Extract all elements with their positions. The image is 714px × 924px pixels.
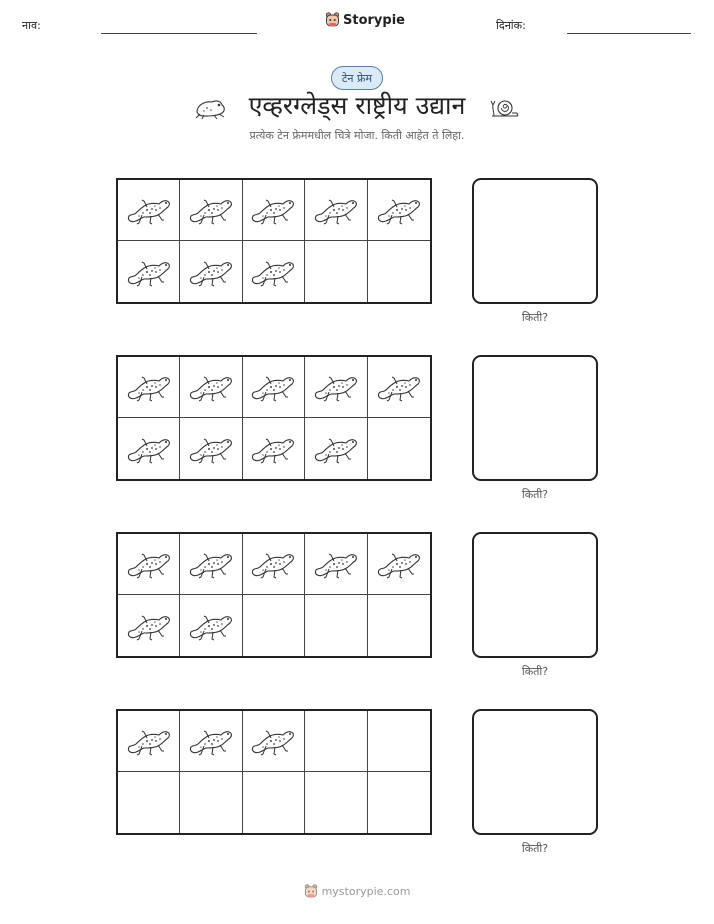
lizard-icon: [249, 721, 297, 761]
ten-frame-cell: [180, 180, 242, 241]
lizard-icon: [312, 544, 360, 584]
ten-frame-cell: [243, 711, 305, 772]
ten-frame-3: [116, 532, 432, 658]
page-title: एव्हरग्लेड्स राष्ट्रीय उद्यान: [248, 91, 466, 120]
answer-box-4[interactable]: [472, 709, 598, 835]
lizard-icon: [312, 429, 360, 469]
ten-frame-cell: [180, 772, 242, 833]
name-line[interactable]: [101, 33, 257, 34]
lizard-icon: [125, 429, 173, 469]
answer-label-2: किती?: [521, 488, 549, 501]
ten-frame-cell: [180, 595, 242, 656]
ten-frame-cell: [305, 180, 367, 241]
ten-frame-cell: [180, 534, 242, 595]
lizard-icon: [187, 367, 235, 407]
lizard-icon: [249, 544, 297, 584]
ten-frame-cell: [305, 357, 367, 418]
lizard-icon: [125, 544, 173, 584]
ten-frame-cell: [368, 772, 430, 833]
category-badge: टेन फ्रेम: [331, 66, 383, 90]
lizard-icon: [187, 190, 235, 230]
footer-url: mystorypie.com: [321, 885, 411, 898]
lizard-icon: [249, 429, 297, 469]
ten-frame-cell: [305, 772, 367, 833]
footer: [0, 884, 714, 899]
answer-box-1[interactable]: [472, 178, 598, 304]
ten-frame-cell: [118, 418, 180, 479]
ten-frame-cell: [180, 711, 242, 772]
answer-label-4: किती?: [521, 842, 549, 855]
answer-box-3[interactable]: [472, 532, 598, 658]
ten-frame-cell: [243, 595, 305, 656]
lizard-icon: [312, 190, 360, 230]
lizard-icon: [312, 367, 360, 407]
lizard-icon: [375, 367, 423, 407]
ten-frame-cell: [243, 418, 305, 479]
ten-frame-cell: [243, 534, 305, 595]
ten-frame-1: [116, 178, 432, 304]
instruction-text: प्रत्येक टेन फ्रेममधील चित्रे मोजा. किती आहेत ते लिहा.: [249, 129, 465, 142]
ten-frame-cell: [368, 180, 430, 241]
lizard-icon: [125, 190, 173, 230]
lizard-icon: [249, 190, 297, 230]
ten-frame-cell: [180, 241, 242, 302]
ten-frame-cell: [118, 534, 180, 595]
answer-label-3: किती?: [521, 665, 549, 678]
date-label: दिनांक:: [496, 19, 526, 32]
lizard-icon: [187, 544, 235, 584]
lizard-icon: [125, 606, 173, 646]
ten-frame-2: [116, 355, 432, 481]
ten-frame-cell: [118, 357, 180, 418]
snail-icon: [490, 96, 520, 120]
ten-frame-cell: [368, 418, 430, 479]
ten-frame-cell: [305, 534, 367, 595]
ten-frame-cell: [180, 357, 242, 418]
answer-box-2[interactable]: [472, 355, 598, 481]
lizard-icon: [249, 367, 297, 407]
lizard-icon: [375, 544, 423, 584]
lizard-icon: [125, 252, 173, 292]
ten-frame-cell: [243, 241, 305, 302]
ten-frame-cell: [118, 711, 180, 772]
name-label: नाव:: [22, 19, 41, 32]
ten-frame-cell: [118, 241, 180, 302]
lizard-icon: [375, 190, 423, 230]
lizard-icon: [187, 252, 235, 292]
ten-frame-cell: [368, 241, 430, 302]
lizard-icon: [187, 429, 235, 469]
storypie-mascot-icon: [304, 884, 318, 899]
date-line[interactable]: [567, 33, 691, 34]
answer-label-1: किती?: [521, 311, 549, 324]
ten-frame-cell: [118, 180, 180, 241]
ten-frame-cell: [243, 357, 305, 418]
brand-logo: [325, 12, 405, 28]
storypie-mascot-icon: [325, 12, 340, 28]
ten-frame-cell: [305, 241, 367, 302]
ten-frame-cell: [368, 534, 430, 595]
lizard-icon: [187, 721, 235, 761]
ten-frame-cell: [118, 595, 180, 656]
ten-frame-cell: [180, 418, 242, 479]
ten-frame-cell: [305, 595, 367, 656]
lizard-icon: [125, 367, 173, 407]
ten-frame-cell: [243, 180, 305, 241]
lizard-icon: [249, 252, 297, 292]
ten-frame-cell: [305, 711, 367, 772]
ten-frame-cell: [243, 772, 305, 833]
ten-frame-cell: [368, 711, 430, 772]
ten-frame-cell: [368, 595, 430, 656]
lizard-icon: [187, 606, 235, 646]
ten-frame-cell: [305, 418, 367, 479]
ten-frame-4: [116, 709, 432, 835]
brand-name: Storypie: [343, 12, 405, 28]
ten-frame-cell: [368, 357, 430, 418]
ten-frame-cell: [118, 772, 180, 833]
lizard-icon: [125, 721, 173, 761]
